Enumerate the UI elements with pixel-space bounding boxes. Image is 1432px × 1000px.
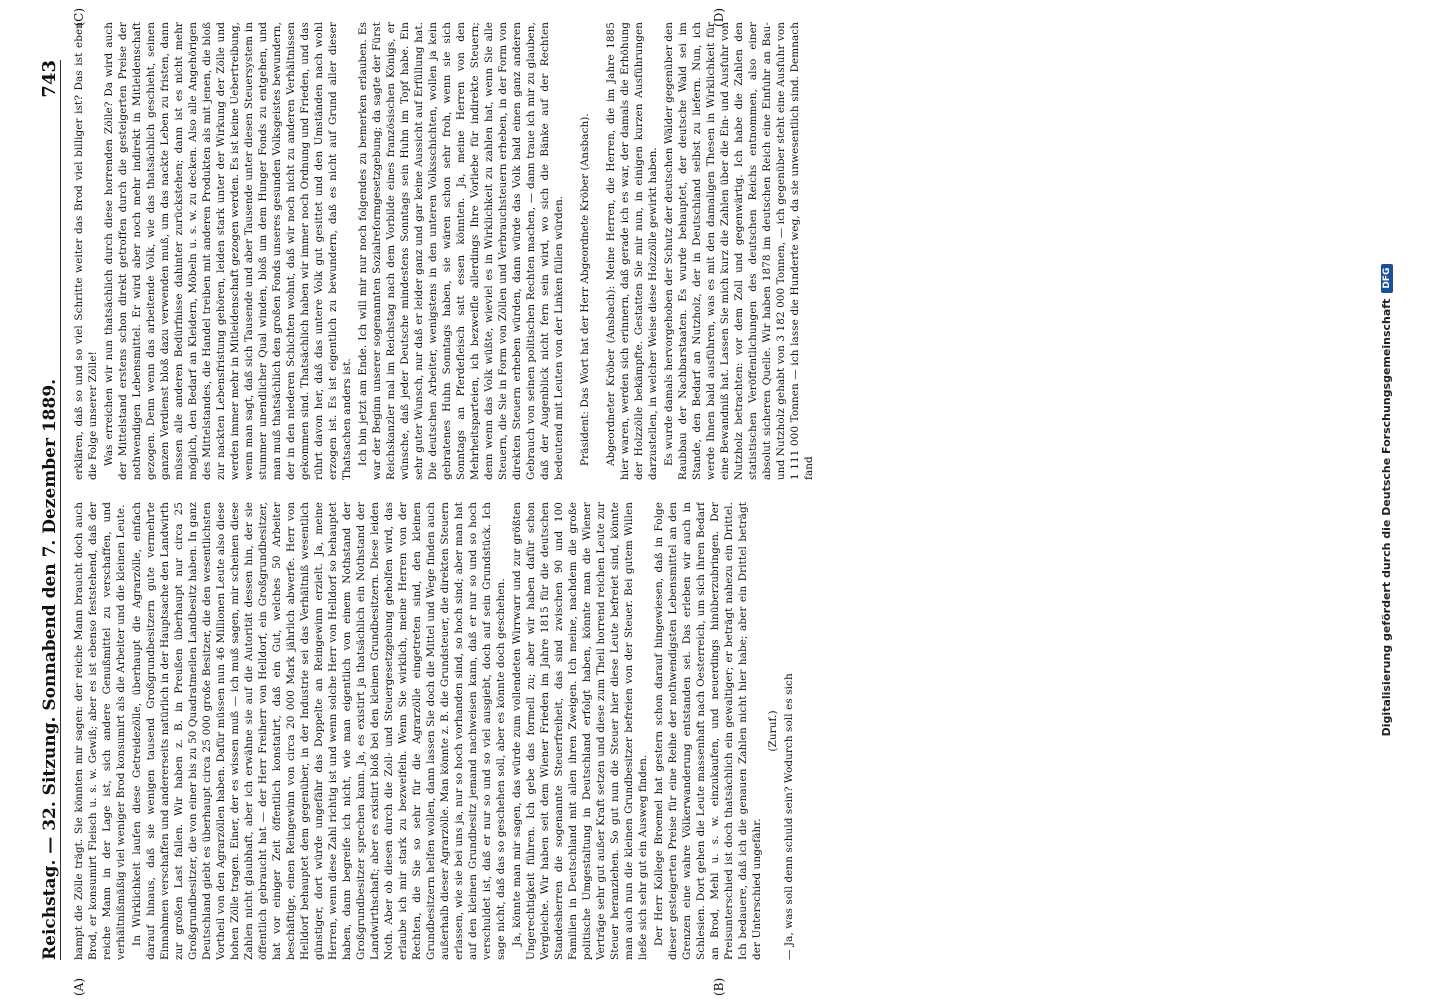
running-header (30, 60, 61, 960)
margin-letter-c: (C) (72, 8, 86, 27)
dfg-logo: DFG (1381, 264, 1393, 293)
speaker-paragraph: Abgeordneter Kröber (Ansbach): Meine Herren, die Herren, die im Jahre 1885 hier waren, werden sich erinnern, daß gerade ich es war, der damals die Erhöhung der Holzzölle bekämpfte. Gestatten Sie mir nun, in einigen kurzen Ausführungen darzustellen, in welcher Weise diese Holzzölle gewirkt haben. (605, 22, 659, 480)
paragraph: Was erreichen wir nun thatsächlich durch diese horrenden Zölle? Da wird auch der Mittelstand erstens schon direkt getroffen durch die gesteigerten Preise der nothwendigen Lebensmittel. Er wird aber noch mehr indirekt in Mitleidenschaft gezogen. Denn wenn das arbeitende Volk, wie das thatsächlich geschieht, seinen ganzen Verdienst bloß dazu verwenden muß, um das nackte Leben zu fristen, dann müssen alle anderen Bedürfnisse dahinter zurückstehen; dann ist es nicht mehr möglich, den Bedarf an Kleidern, Möbeln u. s. w. zu decken. Also alle Angehörigen des Mittelstandes, die Handel treiben mit anderen Produkten als mit jenen, die bloß zur nackten Lebensfristung gehören, leiden stark unter der Wirkung der Zölle und werden immer mehr in Mitleidenschaft gezogen werden. Es ist keine Uebertreibung, wenn man sagt, daß sich Tausende und aber Tausende unter diesen Steuersystem in stummer unendlicher Qual winden, bloß um dem Hunger Fonds zu entgehen, und man muß thatsächlich den großen Fonds unseres gesunden Volksgeistes bewundern, der in den niederen Schichten wohnt, daß wir noch nicht zu anderen Verhältnissen gekommen sind. Thatsächlich haben wir immer noch Ordnung und Frieden, und das rührt davon her, daß das untere Volk gut gesittet und den Umständen nach wohl erzogen ist. Es ist eigentlich zu bewundern, daß es nicht auf Grund aller dieser Thatsachen anders ist. (103, 22, 353, 480)
digitization-footer (1372, 0, 1432, 1000)
paragraph: In Wirklichkeit laufen diese Getreidezölle, überhaupt die Agrarzölle, einfach darauf hinaus, daß sie wenigen tausend Großgrundbesitzern gute vermehrte Einnahmen verschaffen und andererseits natürlich in der Hauptsache den Landwirth zur großen Last fallen. Wir haben z. B. in Preußen überhaupt nur circa 25 Großgrundbesitzer, die von einer bis zu 50 Quadratmeilen Landbesitz haben. In ganz Deutschland giebt es überhaupt circa 25 000 große Besitzer, die den wesentlichsten Vortheil von den Agrarzöllen haben. Dafür müssen nun 46 Millionen Leute also diese hohen Zölle tragen. Einer, der es wissen muß — ich muß sagen, mir scheinen diese Zahlen nicht glaubhaft, aber ich erwähne sie auf die Autorität dessen hin, der sie öffentlich gebraucht hat — der Herr Freiherr von Helldorf, ein Großgrundbesitzer, hat vor einiger Zeit öffentlich konstatirt, daß ein Gut, welches 50 Arbeiter beschäftige, einen Reingewinn von circa 20 000 Mark jährlich abwerfe. Herr von Helldorf behauptet dem gegenüber, in der Industrie sei das Verhältniß wesentlich günstiger, dort würde ungefähr das Doppelte an Reingewinn erzielt. Ja, meine Herren, wenn diese Zahl richtig ist und wenn solche Herr von Helldorf so behauptet haben, dann begreife ich nicht, wie man eigentlich von einem Nothstand der Großgrundbesitzer sprechen kann. Ja, es existirt ja thatsächlich ein Nothstand der Landwirthschaft; aber es existirt bloß bei den kleinen Grundbesitzern. Diese leiden Noth. Aber ob diesen durch die Zoll- und Steuergesetzgebung geholfen wird, das erlaube ich mir stark zu bezweifeln. Wenn Sie wirklich, meine Herren von der Rechten, die Sie so sehr für die Agrarzölle eingetreten sind, den kleinen Grundbesitzern helfen wollen, dann lassen Sie doch die Mittel und Wege finden auch außerhalb dieser Agrarzölle. Man könnte z. B. die Grundsteuer, die direkten Steuern erlassen, wie sie bei uns ja, nur so hoch vorhanden sind, so hoch sind; aber man hat auf den kleinen Grundbesitz jemand nachweisen kann, daß er nur so und so hoch verschuldet ist, daß er nur so und so viel ausgiebt, doch auf sein Grundstück. Ich sage nicht, daß das so geschehen soll, aber es könnte doch geschehen. (131, 502, 507, 960)
margin-letter-d: (D) (712, 8, 726, 27)
left-column (72, 502, 1072, 960)
right-column (72, 22, 1072, 480)
paragraph: Es wurde damals hervorgehoben der Schutz der deutschen Wälder gegenüber den Raubbau der Nachbarstaaten. Es wurde behauptet, der deutsche Wald sei im Stande, den Bedarf an Nutzholz, der in Deutschland selbst zu liefern. Nun, ich werde Ihnen bald ausführen, was es mit den damaligen Thesen in Wirklichkeit für eine Bewandniß hat. Lassen Sie mich kurz die Zahlen über die Ein- und Ausfuhr von Nutzholz betrachten: vor dem Zoll und gegenwärtig. Ich habe die Zahlen den statistischen Veröffentlichungen des deutschen Reichs entnommen, also einer absolut sicheren Quelle. Wir haben 1878 im deutschen Reich eine Einfuhr an Bau- und Nutzholz gehabt von 3 182 000 Tonnen, — ich gegenüber steht eine Ausfuhr von 1 111 000 Tonnen — ich lasse die Hunderte weg, da sie unwesentlich sind. Demnach fand (663, 22, 815, 480)
margin-letter-a: (A) (72, 977, 86, 996)
paragraph: erklären, daß so und so viel Schritte weiter das Brod viel billiger ist? Das ist eben die Folge unserer Zölle! (73, 22, 99, 480)
digitization-note-text: Digitalisierung gefördert durch die Deutsche Forschungsgemeinschaft (1380, 298, 1393, 737)
margin-letter-b: (B) (712, 977, 726, 996)
digitization-note (1380, 264, 1393, 737)
paragraph: Ja, könnte man mir sagen, das würde zum vollendeten Wirrwarr und zur größten Ungerechtigkeit führen. Ich gebe das formell zu; aber wir haben dafür schon Vergleiche. Wir haben seit dem Wiener Frieden im Jahre 1815 für die deutschen Standesherren die sogenannte Steuerfreiheit, das sind zwischen 90 und 100 Familien in Deutschland mit allen ihren Zweigen. Ich meine, nachdem die große politische Umgestaltung in Deutschland erfolgt haben, könnte man die Wiener Verträge sehr gut außer Kraft setzen und diese zum Theil horrend reichen Leute zur Steuer heranziehen. So gut nun die Steuer hier diese Leute befreiet sind, könnte man auch nun die kleinen Grundbesitzer befreien von der Steuer. Bei gutem Willen ließe sich sehr gut ein Ausweg finden. (511, 502, 649, 960)
interjection: (Zuruf.) (767, 710, 779, 752)
page-number: 743 (39, 60, 60, 98)
running-title: Reichstag. — 32. Sitzung. Sonnabend den 7. Dezember 1889. (40, 378, 60, 960)
paragraph: hampt die Zölle trägt. Sie könnten mir sagen: der reiche Mann braucht doch auch Brod, er konsumirt Fleisch u. s. w. Gewiß; aber es ist ebenso feststehend, daß der reiche Mann in der Lage ist, sich andere Genußmittel zu verschaffen, und verhältnißmäßig viel weniger Brod konsumirt als die Arbeiter und die kleinen Leute. (73, 502, 127, 960)
paragraph: Ich bin jetzt am Ende. Ich will mir nur noch folgendes zu bemerken erlauben. Es war der Beginn unserer sogenannten Sozialreformgesetzgebung; da sagte der Fürst Reichskanzler mal im Reichstag nach dem Vorbilde eines französischen Königs, er wünsche, daß jeder Deutsche mindestens Sonntags sein Huhn im Topf habe. Ein sehr guter Wunsch, nur daß er leider ganz und gar keine Aussicht auf Erfüllung hat. Die deutschen Arbeiter, wenigstens in den unteren Volksschichten, wollen ja kein gebratenes Huhn Sonntags haben, sie wären schon sehr froh, wenn sie sich Sonntags an Pferdefleisch satt essen könnten. Ja, meine Herren von den Mehrheitsparteien, ich bezweifle allerdings Ihre Vorliebe für indirekte Steuern; denn wenn das Volk wüßte, wieviel es in Wirklichkeit zu zahlen hat, wenn Sie alle Steuern, die Sie in Form von Zöllen und Verbrauchsteuern erheben, in der Form von direkten Steuern erheben würden, dann würde das Volk bald einen ganz anderen Gebrauch von seinen politischen Rechten machen, — dann traue ich mir zu glauben, daß der Augenblick nicht fern sein wird, wo sich die Bänke auf der Rechten bedeutend mit Leuten von der Linken füllen würden. (357, 22, 565, 480)
spacer (594, 22, 602, 480)
paragraph: Der Herr Kollege Broemel hat gestern schon darauf hingewiesen, daß in Folge dieser gesteigerten Preise für eine Reihe der nothwendigsten Lebensmittel an den Grenzen eine wahre Völkerwanderung entstanden sei. Das erleben wir auch in Schlesien. Dort gehen die Leute massenhaft nach Oesterreich, um sich ihren Bedarf an Brod, Mehl u. s. w. einzukaufen, und neuerdings hinüberzubringen. Der Preisunterschied ist doch thatsächlich ein gewaltiger; er beträgt nahezu ein Drittel. Ich bedauere, daß ich die genauen Zahlen nicht hier habe; aber ein Drittel beträgt der Unterschied ungefähr. (653, 502, 763, 960)
spacer (568, 22, 576, 480)
speaker-paragraph: Präsident: Das Wort hat der Herr Abgeordnete Kröber (Ansbach). (579, 113, 591, 466)
paragraph: — Ja, was soll denn schuld sein? Wodurch soll es sich (783, 673, 795, 960)
